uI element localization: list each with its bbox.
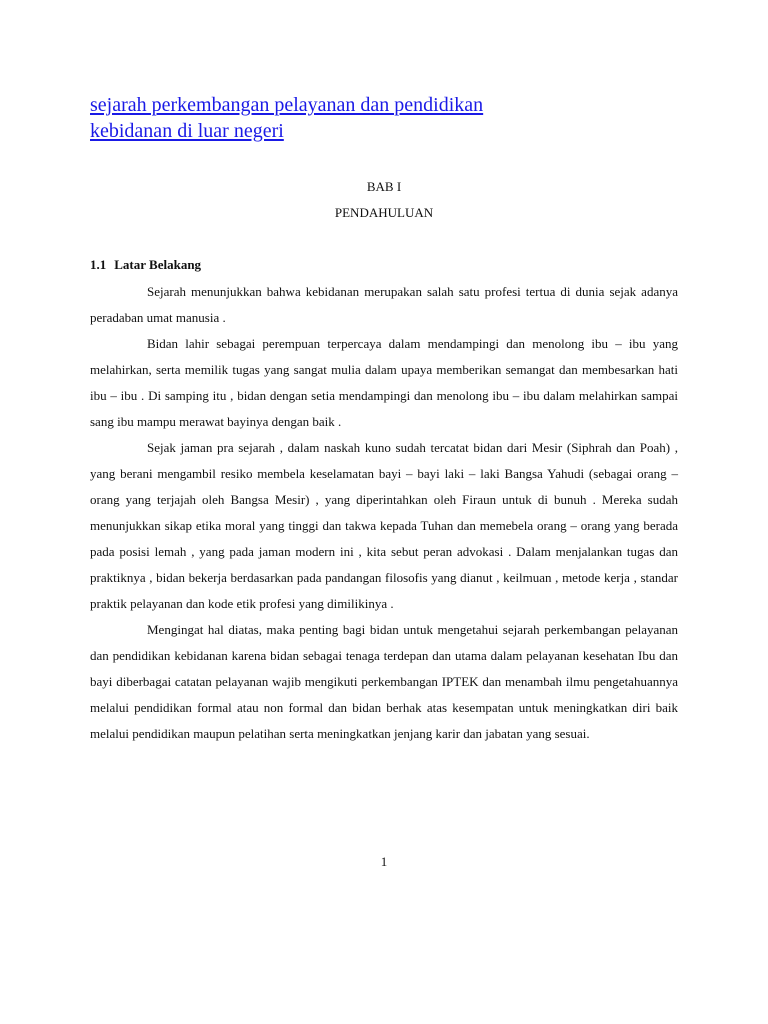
document-title-link[interactable]	[90, 94, 483, 142]
document-title	[90, 92, 650, 144]
paragraph: Sejarah menunjukkan bahwa kebidanan merupakan salah satu profesi tertua di dunia sejak adanya peradaban umat manusia .	[90, 284, 678, 325]
paragraph: Sejak jaman pra sejarah , dalam naskah kuno sudah tercatat bidan dari Mesir (Siphrah dan Poah) , yang berani mengambil resiko membela keselamatan bayi – bayi laki – laki Bangsa Yahudi (sebagai orang – orang yang terjajah oleh Bangsa Mesir) , yang diperintahkan oleh Firaun untuk di bunuh . Mereka sudah menunjukkan sikap etika moral yang tinggi dan takwa kepada Tuhan dan memebela orang – orang yang berada pada posisi lemah , yang pada jaman modern ini , kita sebut peran advokasi . Dalam menjalankan tugas dan praktiknya , bidan bekerja berdasarkan pada pandangan filosofis yang dianut , keilmuan , metode kerja , standar praktik pelayanan dan kode etik profesi yang dimilikinya .	[90, 440, 678, 611]
section-title: Latar Belakang	[114, 257, 202, 272]
chapter-number: BAB I	[366, 179, 402, 194]
section-heading	[90, 257, 201, 273]
page-number: 1	[380, 854, 388, 869]
body-text	[90, 279, 678, 747]
title-line-2: kebidanan di luar negeri	[90, 120, 284, 142]
section-number: 1.1	[90, 257, 107, 272]
paragraph: Mengingat hal diatas, maka penting bagi bidan untuk mengetahui sejarah perkembangan pelayanan dan pendidikan kebidanan karena bidan sebagai tenaga terdepan dan utama dalam pelayanan kesehatan Ibu dan bayi diberbagai catatan pelayanan wajib mengikuti perkembangan IPTEK dan menambah ilmu pengetahuannya melalui pendidikan formal atau non formal dan bidan berhak atas kesempatan untuk meningkatkan diri baik melalui pendidikan maupun pelatihan serta meningkatkan jenjang karir dan jabatan yang sesuai.	[90, 622, 678, 741]
chapter-title: PENDAHULUAN	[334, 205, 434, 220]
paragraph: Bidan lahir sebagai perempuan terpercaya dalam mendampingi dan menolong ibu – ibu yang melahirkan, serta memilik tugas yang sangat mulia dalam upaya memberikan semangat dan membesarkan hati ibu – ibu . Di samping itu , bidan dengan setia mendampingi dan menolong ibu – ibu dalam melahirkan sampai sang ibu mampu merawat bayinya dengan baik .	[90, 336, 678, 429]
title-line-1: sejarah perkembangan pelayanan dan pendidikan	[90, 94, 484, 116]
